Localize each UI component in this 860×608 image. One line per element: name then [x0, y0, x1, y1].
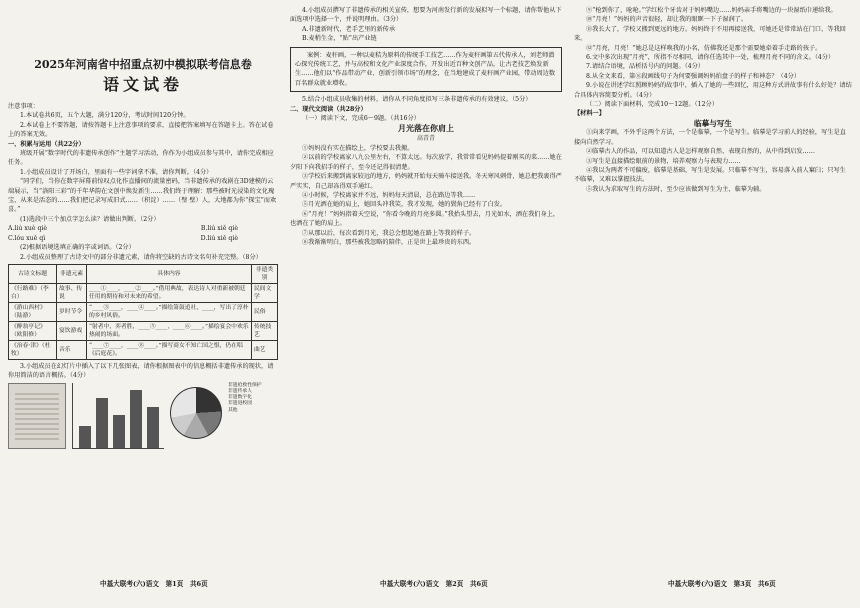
option-b: B.liú xiě qiè [200, 225, 238, 233]
material-paragraph: ⑤我认为求取写生的方法时，至少应该做到写生为主，临摹为辅。 [586, 185, 766, 193]
page-footer: 中基大联考(六)语文 第1页 共6页 [100, 580, 208, 588]
article-paragraph: ①妈妈没有实在描绘上，学校要去我搬。 [302, 144, 414, 152]
poster-image [8, 383, 66, 449]
article-paragraph: ③学校后来搬到离家较远的地方，妈妈就开始每天骑车接送我。冬天寒风刺骨，她总把我裹得严严实实，自己却冻得双手通红。 [290, 173, 562, 190]
article-paragraph: ⑩“月亮！”妈妈的声音很轻，却让我的眼眶一下子湿润了。 [586, 16, 748, 24]
exam-title: 2025年河南省中招重点初中模拟联考信息卷 [34, 58, 252, 71]
legend-item: 其他 [228, 407, 238, 413]
legend-item: 非遗抢救性保护 [228, 382, 262, 388]
article-paragraph: ⑨“枪到你了，呛呛。”学红松个牙齿对于妈妈嘴边……妈妈亲手将嘴边的一块湿纸巾递给我。 [586, 7, 837, 14]
case-text: 案例：麦秆画，一种以麦秸为原料的传统手工技艺……作为麦秆画第五代传承人，刘老师潜心探究传统工艺，并与高校和文化产业深度合作，开发出近百种文创产品，让古老技艺焕发新生……他们以“作品带动产业、创新引领市场”的理念，在当地建成了麦秆画产业园，带动周边数百名群众就业增收。 [295, 51, 556, 87]
reading-intro: （一）阅读下文，完成6～9题。（共16分） [302, 115, 420, 123]
article-author: 高青青 [416, 135, 435, 143]
sub-question: (2)根据语境选填正确的字或词语。（2分） [20, 244, 135, 252]
chart-bar [79, 426, 91, 448]
table-row [9, 283, 278, 302]
table-cell: 《醉翁亭记》（欧阳修） [9, 321, 57, 340]
chart-bar [130, 390, 142, 448]
option-a: A.非遗新时代，老手艺里的新传承 [302, 25, 396, 33]
table-cell: 宴饮游戏 [57, 321, 87, 340]
part2-intro: （二）阅读下面材料，完成10～12题。（12分） [586, 101, 718, 109]
pinyin-options-row [8, 234, 278, 243]
table-cell: 传统技艺 [252, 321, 278, 340]
table-cell: 民俗 [252, 302, 278, 321]
pinyin-options-row [8, 224, 278, 233]
question-8: 8.从全文来看，第⑧段画线句子为何要强调妈妈拍盘子的样子和神态？（4分） [586, 72, 801, 80]
question-2: 2.小组成员整理了古诗文中的部分非遗元素，请你将空缺的古诗文名句补充完整。（8分） [20, 253, 262, 261]
section-intro: 班级开展“数字时代的非遗传承创作”主题学习活动，你作为小组成员参与其中，请你完成相应任务。 [8, 150, 274, 167]
table-row [9, 321, 278, 340]
question-5: 5.结合小组成员收集的材料，请你从不同角度拟写三条非遗传承的有效建议。（5分） [302, 96, 532, 104]
table-cell: 《治春·津》（杜牧） [9, 340, 57, 359]
table-cell: “射者中，弈者胜，____⑤____，____⑥____。”描绘宴会中欢乐热闹的场面。 [87, 321, 252, 340]
material-label: 【材料一】 [574, 110, 605, 118]
legend-item: 非遗数字化 [228, 395, 252, 401]
table-cell: 《游山西村》（陆游） [9, 302, 57, 321]
table-header: 具体内容 [87, 264, 252, 283]
heritage-table [8, 264, 278, 360]
option-d: D.liú xiě qiè [200, 234, 238, 242]
question-9: 9.小说在讲述学红照顾妈妈的故事中，插入了她的一些回忆，用这种方式讲故事有什么好处？请结合具体内容简要分析。（4分） [574, 82, 852, 99]
table-row [9, 340, 278, 359]
question-3: 3.小组成员在幻灯片中插入了以下几张图表，请你根据图表中的信息概括非遗传承的现状，请你用简洁的语言概括。（4分） [8, 362, 274, 380]
bar-chart [72, 383, 164, 449]
article-title: 月光落在你肩上 [398, 123, 454, 134]
article-paragraph: ⑫“月亮，月亮！”她总是这样唤我的小名，仿佛我还是那个需要她牵着手走路的孩子。 [586, 44, 822, 52]
question-7: 7.请结合语境，品析括号内的问题。（4分） [586, 63, 705, 71]
question-1: 1.小组成员设计了开场白，里面有一些字词拿不准，请你判断。（4分） [20, 168, 213, 176]
article-paragraph: ②以前的学校离家八九公里左右，不算太远。每次放学，我常常看见妈妈提着刚买的菜……她在夕阳下向我招手的样子，至今还记得很清楚。 [290, 154, 562, 171]
table-cell: 曲艺 [252, 340, 278, 359]
material-title: 临摹与写生 [694, 118, 732, 128]
table-cell: 《行路难》（李白） [9, 283, 57, 302]
chart-bar [113, 415, 125, 448]
option-a: A.liú xuè qiè [8, 225, 48, 233]
material-paragraph: ④我以为两者不可偏废，临摹是基础，写生是发展。只临摹不写生，容易落入前人窠臼；只写生不临摹，又难以掌握技法。 [574, 166, 846, 184]
material-paragraph: ①向来学画，不外乎这两个方法，一个是临摹，一个是写生。临摹是学习前人的经验，写生是直接向自然学习。 [574, 129, 846, 146]
option-c: C.lóu xuě qì [8, 234, 46, 242]
material-paragraph: ②临摹古人的作品，可以知道古人是怎样观察自然、表现自然的，从中得到启发…… [586, 148, 815, 156]
article-paragraph: ⑥“月亮！”妈妈指着天空说，“你看今晚的月亮多圆。”我抬头望去，月光如水，洒在我们身上，也洒在了她的肩上。 [290, 210, 560, 228]
material-paragraph: ③写生是直接描绘眼前的景物，培养观察力与表现力…… [586, 157, 741, 165]
article-paragraph: ⑦从那以后，每次看到月光，我总会想起她在路上等我的样子。 [302, 229, 476, 237]
page-column-3 [574, 6, 852, 572]
table-cell: 民间文学 [252, 283, 278, 302]
article-paragraph: ④小时候，学校离家并不远，妈妈每天清晨，总在路边等我…… [302, 191, 476, 199]
case-box [290, 47, 562, 93]
article-paragraph: ⑤月光洒在她的肩上，她回头冲我笑，我才发现，她的鬓角已经有了白发。 [302, 201, 507, 209]
table-cell: “____③____，____④____。”描绘箫鼓追社，____，写出了淳朴的乡村风俗。 [87, 302, 252, 321]
section-heading: 一、积累与运用（共22分） [8, 140, 85, 148]
subject-title: 语文试卷 [102, 75, 183, 94]
page-footer: 中基大联考(六)语文 第3页 共6页 [668, 580, 776, 588]
table-cell: ____①____，____②____。”借用典故，表达诗人对重新被朝廷任用的期待和对未来的希望。 [87, 283, 252, 302]
chart-figures [8, 383, 278, 449]
pie-legend [228, 383, 278, 449]
table-row [9, 302, 278, 321]
article-paragraph: ⑧我渐渐明白，那些被我忽略的陪伴，正是世上最珍贵的东西。 [302, 238, 476, 246]
section-heading: 二、现代文阅读（共28分） [290, 105, 367, 113]
notice-item: 2.本试卷上不要答题，请按答题卡上注意事项的要求，直接把答案填写在答题卡上。答在试卷上的答案无效。 [8, 121, 274, 139]
question-6: 6.文中多次出现“月亮”，所指不尽相同，请你任选其中一处，梳理月亮不同的含义。（4分） [586, 54, 835, 62]
table-header: 古诗文标题 [9, 264, 57, 283]
table-cell: “____⑦____，____⑧____。”描写商女不知亡国之恨，仍在唱《后庭花》。 [87, 340, 252, 359]
table-cell: 故事、传说 [57, 283, 87, 302]
chart-bar [96, 398, 108, 447]
table-header: 非遗元素 [57, 264, 87, 283]
sub-question: (1)选段中三个加点字怎么读？请做出判断。（2分） [20, 215, 160, 223]
page-column-2 [290, 6, 562, 572]
table-header: 非遗类别 [252, 264, 278, 283]
page-footer: 中基大联考(六)语文 第2页 共6页 [380, 580, 488, 588]
chart-bar [147, 407, 159, 448]
passage: “同学们，当你在数字屏幕前惊叹点化作直播间的流量密码，当非遗传承的戏剧在3D建模的云端展示，当“洛阳三彩”的千年华韵在文创中焕发新生……我们终于理解：那些被时光浸染的文化瑰宝，从来是活态的……我们把记录写成旧式……（积淀）……（璧 壁）人，大地都为你“探宝”而欢喜。” [8, 178, 277, 214]
article-paragraph: ⑪我长大了，学校又搬到更远的地方。妈妈终于不用再接送我，可她还是常常站在门口，等我回来。 [574, 25, 846, 43]
page-column-1 [8, 6, 278, 572]
notice-heading: 注意事项： [8, 103, 39, 110]
table-cell: 音乐 [57, 340, 87, 359]
legend-item: 非遗进校园 [228, 401, 252, 407]
table-header-row [9, 264, 278, 283]
pie-chart [170, 387, 222, 439]
legend-item: 非遗传承人 [228, 388, 252, 394]
option-b: B.麦稍生金，“贴”出产业链 [302, 35, 377, 43]
question-4: 4.小组成员撰写了非遗传承的相关宣传，想要为河南发行新的发展拟写一个标题，请你帮他从下面选项中选择一个，并说明理由。（3分） [290, 7, 562, 24]
notice-item: 1.本试卷共6页，五个大题，满分120分，考试时间120分钟。 [20, 112, 190, 120]
table-cell: 岁时节令 [57, 302, 87, 321]
